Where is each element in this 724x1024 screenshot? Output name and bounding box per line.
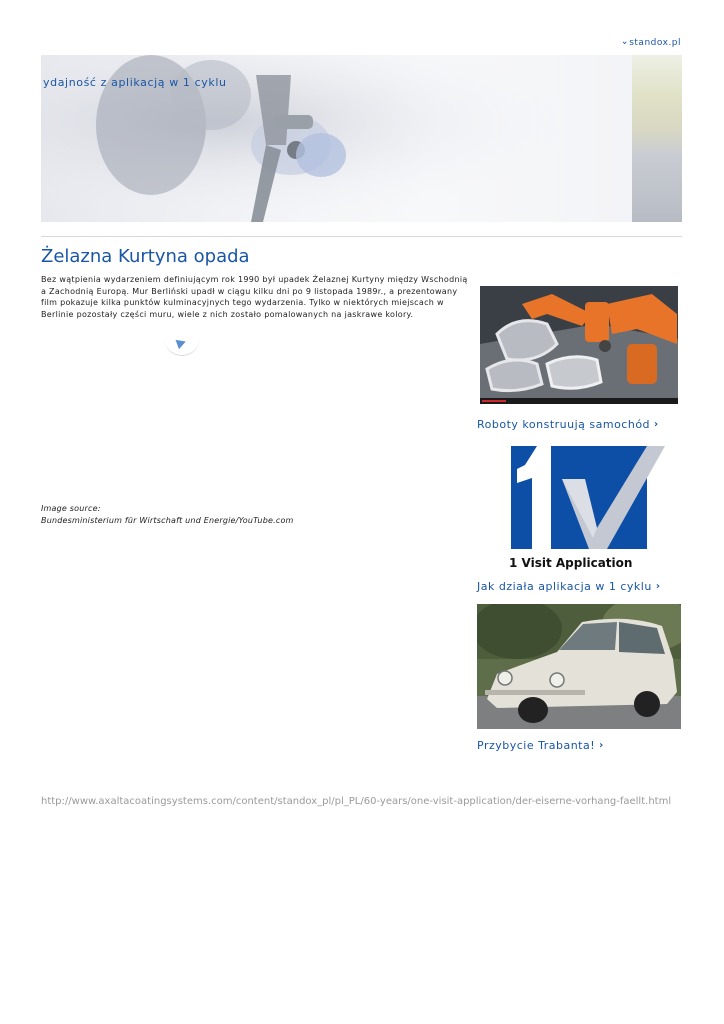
sidebar-card-one-visit[interactable]	[477, 443, 681, 593]
chevron-right-icon: ›	[654, 419, 659, 430]
logo-text: 1 Visit Application	[509, 556, 633, 570]
trabant-photo[interactable]	[477, 604, 681, 729]
footer-url: http://www.axaltacoatingsystems.com/content/standox_pl/pl_PL/60-years/one-visit-application/der-eiserne-vorhang-faellt.html	[41, 796, 672, 807]
image-source	[41, 503, 294, 527]
robots-video-thumbnail[interactable]	[477, 284, 681, 408]
one-visit-application-logo[interactable]	[477, 443, 681, 570]
hero-side-photo	[632, 55, 682, 222]
section-rule	[41, 236, 682, 237]
video-embed[interactable]	[164, 332, 200, 356]
robots-link[interactable]	[477, 418, 681, 431]
sidebar-card-trabant[interactable]	[477, 604, 681, 752]
robots-link-label: Roboty konstruują samochód	[477, 418, 651, 431]
site-link-label: standox.pl	[629, 38, 681, 48]
standox-site-link[interactable]	[619, 38, 681, 48]
chevron-right-icon: ›	[655, 581, 661, 592]
trabant-link[interactable]	[477, 739, 681, 752]
one-visit-link-label: Jak działa aplikacja w 1 cyklu	[477, 580, 652, 593]
sidebar-card-robots[interactable]	[477, 284, 681, 431]
play-icon[interactable]	[176, 337, 188, 349]
image-source-label: Image source:	[41, 504, 101, 513]
chevron-right-icon: ›	[599, 740, 604, 751]
article-body: Bez wątpienia wydarzeniem definiującym rok 1990 był upadek Żelaznej Kurtyny między Wschodnią a Zachodnią Europą. Mur Berliński upadł w ciągu kilku dni po 9 listopada 1989r., a prezentowany film pokazuje kilka punktów kulminacyjnych tego wydarzenia. Tylko w niektórych miejscach w Berlinie pozostały części muru, wiele z nich zostało pomalowanych na jaskrawe kolory.	[41, 275, 468, 319]
chevron-down-icon: ›	[619, 40, 630, 46]
hero-headline: ydajność z aplikacją w 1 cyklu	[43, 76, 227, 89]
image-source-text: Bundesministerium für Wirtschaft und Energie/YouTube.com	[41, 516, 294, 525]
hero-banner	[41, 55, 682, 222]
one-visit-link[interactable]	[477, 580, 681, 593]
trabant-link-label: Przybycie Trabanta!	[477, 739, 596, 752]
article-title: Żelazna Kurtyna opada	[41, 246, 250, 267]
